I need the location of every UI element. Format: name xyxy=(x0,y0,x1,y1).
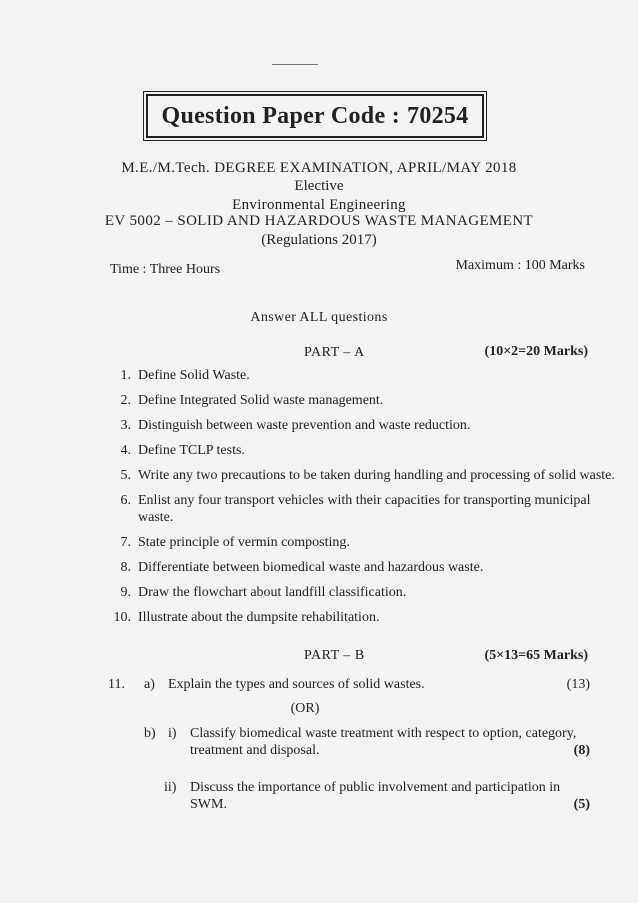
question-item xyxy=(105,392,625,409)
part-a-marks: (10×2=20 Marks) xyxy=(484,344,588,359)
sub-i-marks: (8) xyxy=(573,743,590,758)
question-text: Draw the flowchart about landfill classification. xyxy=(138,585,407,600)
question-text: Differentiate between biomedical waste and hazardous waste. xyxy=(138,560,484,575)
part-a-title: PART – A xyxy=(304,345,365,360)
code-value: 70254 xyxy=(407,102,469,129)
question-number: 1. xyxy=(120,368,131,383)
sub-ii-label: ii) xyxy=(164,780,177,795)
question-item xyxy=(105,417,625,434)
question-item xyxy=(105,367,625,384)
question-text: Enlist any four transport vehicles with their capacities for transporting municipal waste. xyxy=(138,493,591,525)
question-number: 4. xyxy=(120,443,131,458)
part-b-marks: (5×13=65 Marks) xyxy=(484,648,588,663)
elective-label: Elective xyxy=(294,178,344,194)
question-text: Illustrate about the dumpsite rehabilitation. xyxy=(138,610,380,625)
sub-ii-marks: (5) xyxy=(573,797,590,812)
sub-ii-text: Discuss the importance of public involvement and participation in SWM. xyxy=(190,780,561,812)
question-item xyxy=(105,534,625,551)
part-b-title: PART – B xyxy=(304,648,365,663)
question-item xyxy=(105,492,625,526)
question-number: 10. xyxy=(113,610,131,625)
question-number: 8. xyxy=(120,560,131,575)
sub-i-text: Classify biomedical waste treatment with respect to option, category, treatment and disposal. xyxy=(190,726,577,758)
question-text: Distinguish between waste prevention and waste reduction. xyxy=(138,418,471,433)
option-a-label: a) xyxy=(144,677,155,692)
question-text: Write any two precautions to be taken during handling and processing of solid waste. xyxy=(138,468,615,483)
question-item xyxy=(105,467,625,484)
question-text: Define Integrated Solid waste management. xyxy=(138,393,384,408)
or-separator: (OR) xyxy=(290,701,320,716)
maximum-marks: Maximum : 100 Marks xyxy=(455,258,585,273)
question-number: 6. xyxy=(120,493,131,508)
question-number: 9. xyxy=(120,585,131,600)
question-number: 2. xyxy=(120,393,131,408)
question-item xyxy=(105,609,625,626)
top-rule xyxy=(272,64,318,65)
question-item xyxy=(105,442,625,459)
question-number: 3. xyxy=(120,418,131,433)
question-paper-code-box xyxy=(146,94,484,138)
subject-title: EV 5002 – SOLID AND HAZARDOUS WASTE MANAGEMENT xyxy=(104,213,534,229)
question-item xyxy=(105,584,625,601)
option-a-text: Explain the types and sources of solid wastes. xyxy=(168,677,425,692)
option-a-marks: (13) xyxy=(566,677,590,692)
exam-title: M.E./M.Tech. DEGREE EXAMINATION, APRIL/MAY 2018 xyxy=(121,160,517,176)
time-allowed: Time : Three Hours xyxy=(110,262,221,277)
question-11-number: 11. xyxy=(108,677,125,692)
question-number: 7. xyxy=(120,535,131,550)
question-item xyxy=(105,559,625,576)
question-number: 5. xyxy=(120,468,131,483)
regulations: (Regulations 2017) xyxy=(261,232,377,248)
sub-i-label: i) xyxy=(168,726,177,741)
part-a-questions xyxy=(105,367,625,634)
instruction: Answer ALL questions xyxy=(250,310,388,325)
question-text: State principle of vermin composting. xyxy=(138,535,350,550)
option-b-label: b) xyxy=(144,726,156,741)
branch-name: Environmental Engineering xyxy=(232,197,406,213)
code-label: Question Paper Code : xyxy=(161,102,401,129)
question-text: Define TCLP tests. xyxy=(138,443,245,458)
question-text: Define Solid Waste. xyxy=(138,368,250,383)
